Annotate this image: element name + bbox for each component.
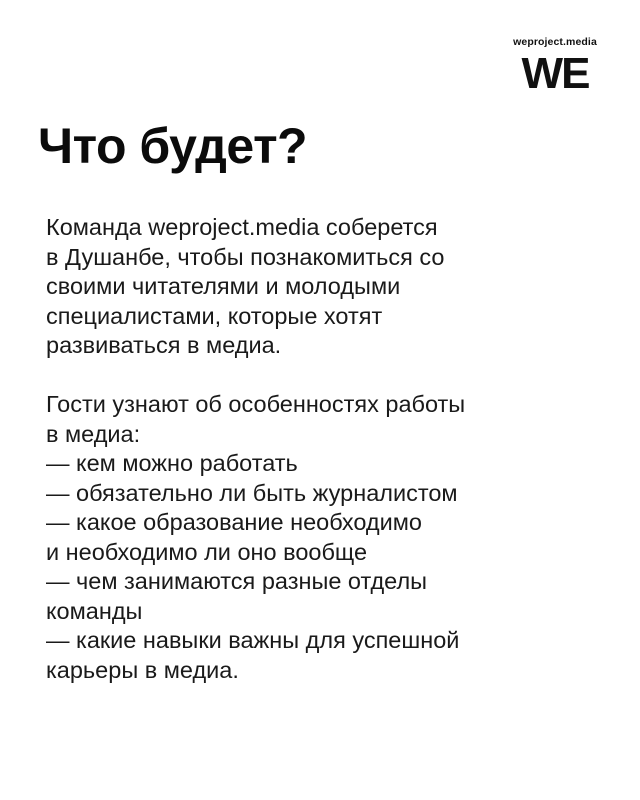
paragraph-gap xyxy=(46,361,606,391)
list-item: — чем занимаются разные отделы xyxy=(46,568,428,594)
list-item-continuation: команды xyxy=(46,597,143,624)
text-line: в Душанбе, чтобы познакомиться со xyxy=(46,243,445,270)
list-item: — какое образование необходимо xyxy=(46,509,422,535)
brand-block xyxy=(510,36,600,96)
text-line: Гости узнают об особенностях работы xyxy=(46,391,466,417)
list-item-continuation: и необходимо ли оно вообще xyxy=(46,538,368,565)
details-paragraph xyxy=(46,390,606,685)
text-line: специалистами, которые хотят xyxy=(46,302,383,329)
brand-site-text: weproject.media xyxy=(513,36,597,48)
text-line: в медиа: xyxy=(46,420,141,447)
body-text xyxy=(46,213,606,685)
list-item: — кем можно работать xyxy=(46,450,298,476)
text-line: Команда weproject.media соберется xyxy=(46,214,438,240)
brand-logo: WE xyxy=(521,49,589,98)
list-item: — какие навыки важны для успешной xyxy=(46,627,460,653)
text-line: развиваться в медиа. xyxy=(46,332,282,358)
text-line: своими читателями и молодыми xyxy=(46,273,401,299)
list-item: — обязательно ли быть журналистом xyxy=(46,479,458,506)
page-title: Что будет? xyxy=(38,118,308,174)
intro-paragraph xyxy=(46,213,606,361)
list-item-continuation: карьеры в медиа. xyxy=(46,656,239,683)
